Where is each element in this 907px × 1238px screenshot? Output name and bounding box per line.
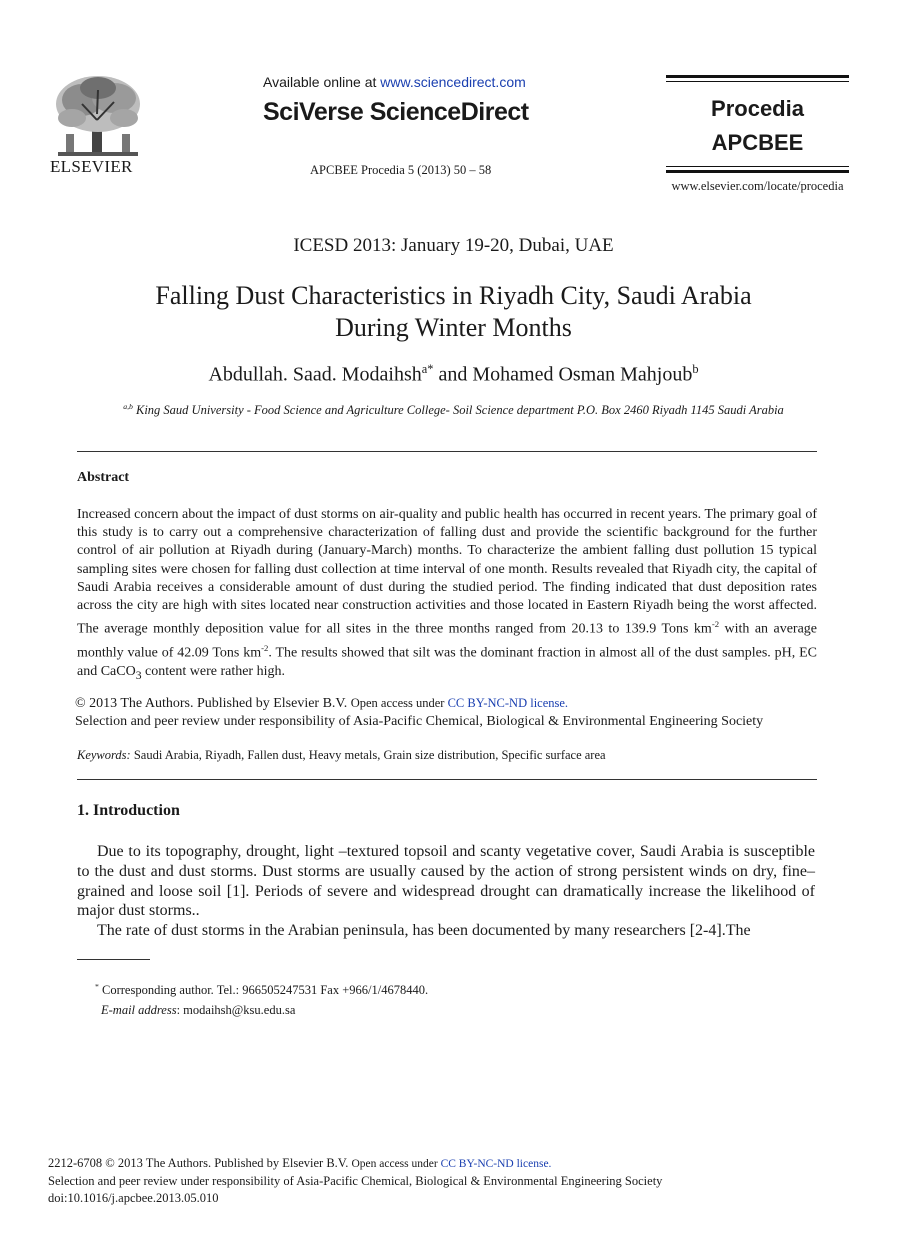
author-join: and xyxy=(433,363,473,386)
footer-open-access: Open access under xyxy=(351,1158,441,1170)
available-online xyxy=(263,74,526,90)
corresponding-author-note xyxy=(95,982,428,998)
conference-line: ICESD 2013: January 19-20, Dubai, UAE xyxy=(293,235,614,256)
abstract-text-3: . The results showed that silt was the dominant fraction in almost all of the dust samples. pH, EC and CaCO xyxy=(77,645,817,679)
unit-exponent-1: -2 xyxy=(711,619,720,630)
abstract-rule-top xyxy=(77,451,817,452)
keywords-label: Keywords: xyxy=(77,748,131,762)
journal-brand-line1: Procedia xyxy=(711,96,804,121)
email-note xyxy=(101,1003,295,1018)
issn-text: 2212-6708 © 2013 The Authors. Published by Elsevier B.V. xyxy=(48,1156,352,1170)
copyright-line xyxy=(75,694,835,713)
elsevier-wordmark: ELSEVIER xyxy=(50,157,133,176)
intro-paragraph-2: The rate of dust storms in the Arabian peninsula, has been documented by many researchers [2-4].The xyxy=(97,922,751,940)
doi[interactable]: doi:10.1016/j.apcbee.2013.05.010 xyxy=(48,1191,219,1205)
page-footer xyxy=(48,1155,848,1207)
journal-brand xyxy=(666,92,849,160)
introduction-body xyxy=(77,842,815,941)
footer-peer-review: Selection and peer review under responsibility of Asia-Pacific Chemical, Biological & Environmental Engineering Society xyxy=(48,1174,663,1188)
title-line-1: Falling Dust Characteristics in Riyadh City, Saudi Arabia xyxy=(155,281,752,310)
abstract-heading: Abstract xyxy=(77,470,130,485)
author-1: Abdullah. Saad. Modaihsh xyxy=(208,363,422,386)
license-link[interactable]: CC BY-NC-ND license. xyxy=(447,696,569,710)
keywords xyxy=(77,748,817,763)
brand-rule-top xyxy=(666,75,849,78)
author-line xyxy=(0,362,907,387)
brand-rule-bottom xyxy=(666,170,849,173)
keywords-list: Saudi Arabia, Riyadh, Fallen dust, Heavy metals, Grain size distribution, Specific surface area xyxy=(130,748,606,762)
brand-rule-bottom-thin xyxy=(666,166,849,167)
footer-license-link[interactable]: CC BY-NC-ND license. xyxy=(440,1158,552,1170)
abstract-text-1: Increased concern about the impact of dust storms on air-quality and public health has occurred in recent years. The primary goal of this study is to carry out a comprehensive characterization of falling dust and provide the scientific background for the further control of air pollution at Riyadh during (January-March) months. To characterize the ambient falling dust pollution 15 typical sampling sites were chosen for falling dust collection at time interval of one month. Results revealed that Riyadh city, the capital of Saudi Arabia receives a considerable amount of dust during the studied period. The finding indicated that dust deposition rates across the city are high with sites located near construction activities and those located in Eastern Riyadh being the worst affected. The average monthly deposition value for all sites in the three months ranged from 20.13 to 139.9 Tons km xyxy=(77,507,817,637)
footnote-rule xyxy=(77,959,150,960)
sciencedirect-link[interactable]: www.sciencedirect.com xyxy=(380,74,526,90)
paper-title xyxy=(60,280,847,344)
brand-rule-top-thin xyxy=(666,81,849,82)
author-1-affil: a* xyxy=(421,362,434,376)
issn-line xyxy=(48,1155,848,1173)
copyright-block xyxy=(75,694,835,731)
title-line-2: During Winter Months xyxy=(335,313,572,342)
affiliation-text: King Saud University - Food Science and Agriculture College- Soil Science department P.O. Box 2460 Riyadh 1145 Saudi Arabia xyxy=(132,403,784,418)
corresponding-text: Corresponding author. Tel.: 966505247531 Fax +966/1/4678440. xyxy=(98,983,429,998)
abstract-body xyxy=(77,506,817,685)
peer-review-line: Selection and peer review under responsibility of Asia-Pacific Chemical, Biological & Environmental Engineering Society xyxy=(75,714,764,729)
abstract-text-4: content were rather high. xyxy=(141,663,285,679)
email-label: E-mail address xyxy=(101,1003,177,1017)
abstract-text-2: with an average monthly value of 42.09 Tons km xyxy=(77,621,817,661)
author-2-affil: b xyxy=(692,362,699,376)
formula-subscript: 3 xyxy=(135,668,142,682)
intro-paragraph-1: Due to its topography, drought, light –textured topsoil and scanty vegetative cover, Saudi Arabia is susceptible to the dust and dust storms. Dust storms are usually caused by the action of strong persistent winds on dry, fine– grained and loose soil [1]. Periods of severe and widespread drought can dramatically increase the likelihood of major dust storms.. xyxy=(77,843,815,920)
journal-url[interactable]: www.elsevier.com/locate/procedia xyxy=(671,179,844,193)
email-address[interactable]: : modaihsh@ksu.edu.sa xyxy=(176,1003,296,1017)
journal-citation: APCBEE Procedia 5 (2013) 50 – 58 xyxy=(310,163,492,177)
unit-exponent-2: -2 xyxy=(261,643,269,654)
affiliation-marker: a,b xyxy=(123,402,133,411)
open-access-label: Open access under xyxy=(350,696,448,710)
available-online-label: Available online at xyxy=(263,74,381,90)
footnote-marker: * xyxy=(95,982,99,991)
copyright-text: © 2013 The Authors. Published by Elsevier B.V. xyxy=(75,696,351,711)
tree-logo-icon xyxy=(52,74,144,158)
affiliation xyxy=(0,402,907,418)
abstract-rule-bottom xyxy=(77,779,817,780)
section-heading-introduction: 1. Introduction xyxy=(77,802,180,819)
platform-logo: SciVerse ScienceDirect xyxy=(263,98,529,126)
journal-brand-line2: APCBEE xyxy=(711,130,804,155)
author-2: Mohamed Osman Mahjoub xyxy=(472,363,693,386)
